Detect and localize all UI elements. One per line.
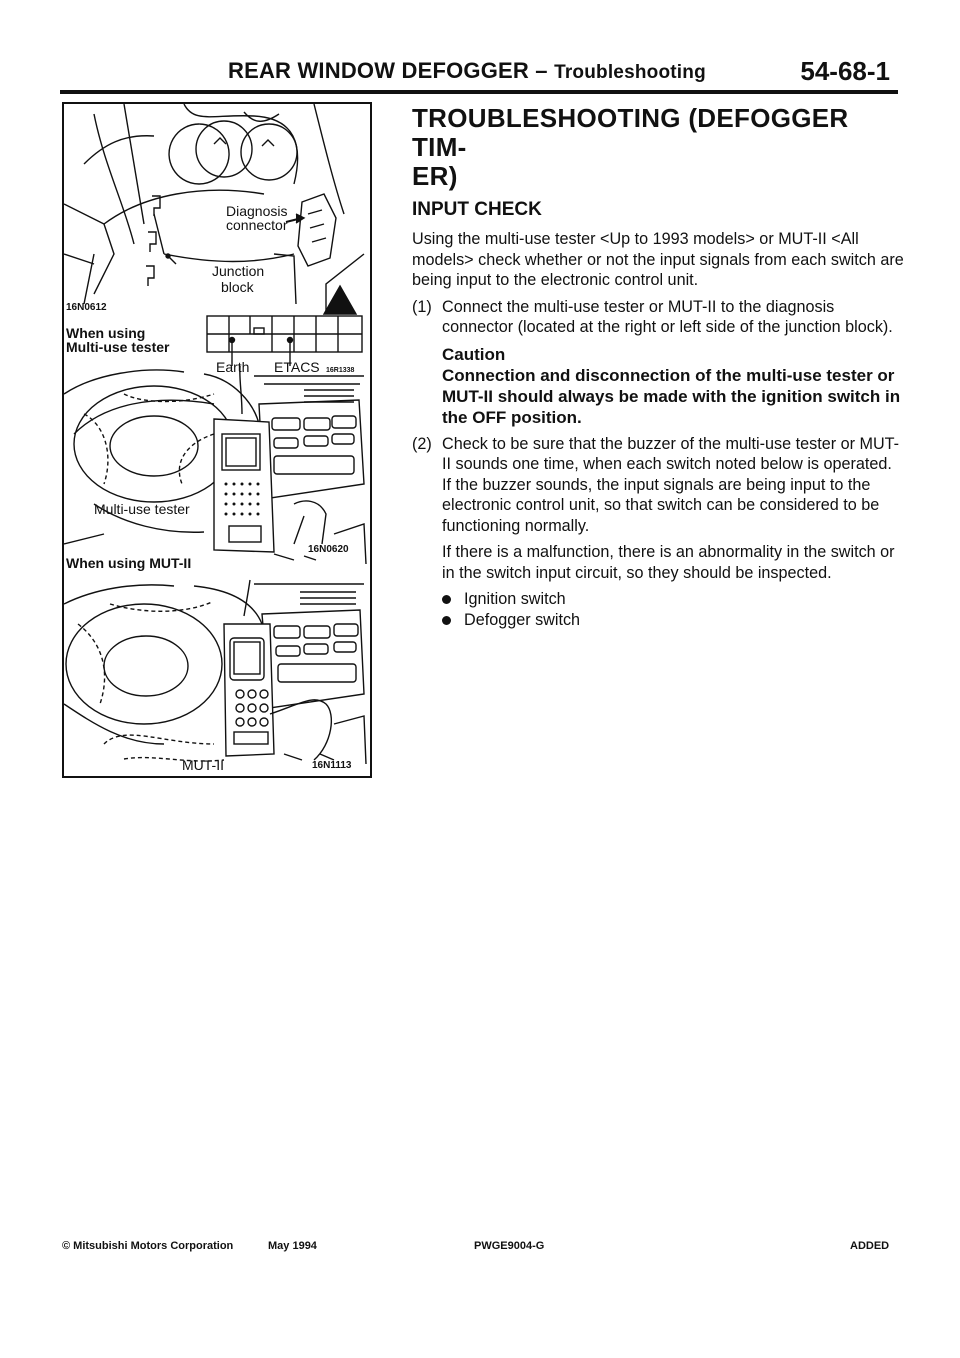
label-when-using: When using bbox=[66, 325, 146, 341]
step-2-number: (2) bbox=[412, 434, 432, 453]
label-connector: connector bbox=[226, 217, 288, 233]
figure-code-top: 16N0612 bbox=[66, 302, 107, 313]
caution-text: Connection and disconnection of the multi-use tester or MUT-II should always be made with the ignition switch in the OFF position. bbox=[442, 365, 901, 427]
footer-status: ADDED bbox=[850, 1240, 890, 1252]
step-1 bbox=[412, 297, 906, 428]
label-multi-use-tester: Multi-use tester bbox=[94, 501, 190, 517]
header-title-sub: Troubleshooting bbox=[554, 62, 706, 83]
step-2-text: Check to be sure that the buzzer of the multi-use tester or MUT-II sounds one time, when each switch noted below is operated. bbox=[442, 434, 900, 473]
main-title-line1: TROUBLESHOOTING (DEFOGGER TIM- bbox=[412, 103, 849, 162]
junction-block-illustration bbox=[64, 104, 364, 314]
page-number: 54-68-1 bbox=[800, 56, 890, 86]
figure-code-middle: 16N0620 bbox=[308, 544, 349, 555]
main-title bbox=[412, 104, 906, 191]
caution-title: Caution bbox=[442, 344, 506, 364]
label-mut-ii: MUT-II bbox=[182, 757, 224, 773]
multi-use-tester-illustration bbox=[64, 366, 366, 564]
footer-copyright: © Mitsubishi Motors Corporation bbox=[62, 1240, 234, 1252]
step-2 bbox=[412, 434, 906, 584]
header-rule bbox=[60, 90, 898, 94]
step-1-text: Connect the multi-use tester or MUT-II to the diagnosis connector (located at the right or left side of the junction block). bbox=[442, 297, 893, 336]
label-block: block bbox=[221, 279, 254, 295]
switch-list bbox=[412, 589, 906, 630]
figure-code-small: 16R1338 bbox=[326, 367, 355, 374]
switch-list-item: Ignition switch bbox=[442, 589, 906, 610]
figure-illustration bbox=[64, 104, 372, 778]
label-when-using-mut: When using MUT-II bbox=[66, 555, 192, 571]
switch-list-item: Defogger switch bbox=[442, 610, 906, 631]
figure-panel bbox=[62, 102, 372, 778]
intro-paragraph: Using the multi-use tester <Up to 1993 models> or MUT-II <All models> check whether or not the input signals from each switch are being input to the electronic control unit. bbox=[412, 230, 904, 289]
label-junction: Junction bbox=[212, 263, 265, 279]
step-2-follow-1: If the buzzer sounds, the input signals are being input to the electronic control unit, so that switch can be considered to be functioning normally. bbox=[442, 475, 880, 535]
footer-doc-code: PWGE9004-G bbox=[474, 1240, 545, 1252]
label-multi-use-tester-heading: Multi-use tester bbox=[66, 339, 170, 355]
section-title: INPUT CHECK bbox=[412, 199, 542, 220]
step-2-follow-2: If there is a malfunction, there is an abnormality in the switch or in the switch input circuit, so they should be inspected. bbox=[442, 543, 895, 582]
header-title bbox=[228, 58, 706, 84]
main-title-line2: ER) bbox=[412, 161, 458, 191]
step-1-number: (1) bbox=[412, 297, 432, 316]
mut-ii-illustration bbox=[64, 580, 366, 764]
footer-date: May 1994 bbox=[268, 1240, 317, 1252]
label-earth: Earth bbox=[216, 359, 250, 375]
content-column bbox=[412, 104, 906, 630]
header-title-main: REAR WINDOW DEFOGGER – bbox=[228, 58, 555, 83]
label-diagnosis: Diagnosis bbox=[226, 203, 288, 219]
label-etacs: ETACS bbox=[274, 359, 320, 375]
figure-code-bottom: 16N1113 bbox=[312, 760, 352, 771]
